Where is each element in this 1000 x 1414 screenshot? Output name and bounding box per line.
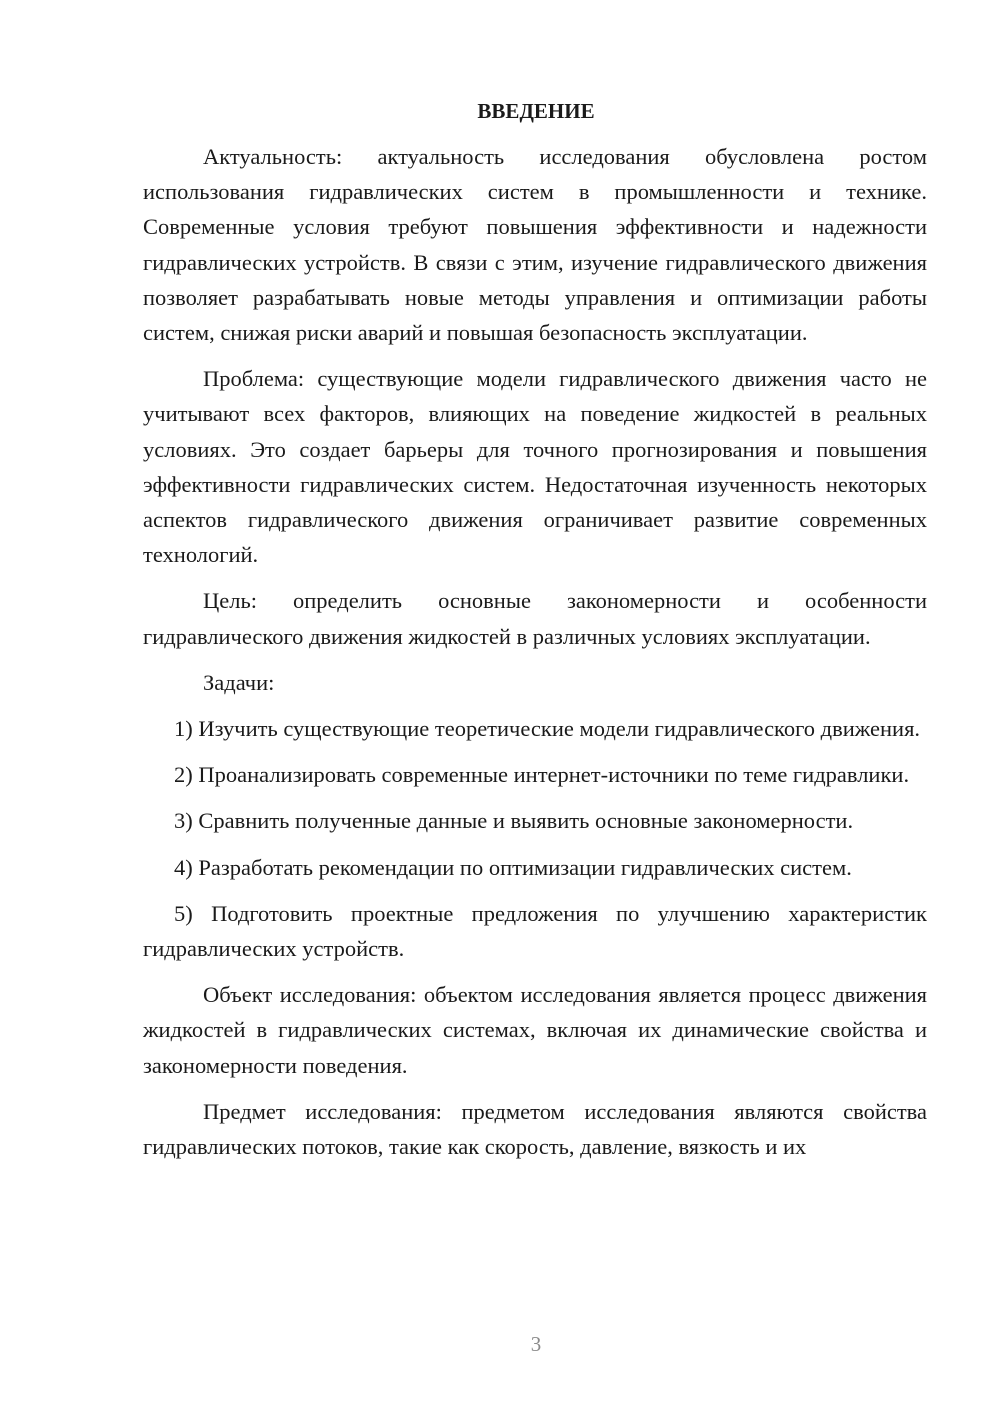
task-item-5: 5) Подготовить проектные предложения по улучшению характеристик гидравлических устройств.: [143, 900, 927, 962]
document-page: [143, 95, 927, 1164]
paragraph-object: Объект исследования: объектом исследования является процесс движения жидкостей в гидравлических системах, включая их динамические свойства и закономерности поведения.: [143, 982, 927, 1078]
paragraph-subject: Предмет исследования: предметом исследования являются свойства гидравлических потоков, такие как скорость, давление, вязкость и их: [143, 1098, 927, 1160]
task-item-4: 4) Разработать рекомендации по оптимизации гидравлических систем.: [174, 854, 852, 880]
section-title: ВВЕДЕНИЕ: [477, 99, 595, 123]
page-number: 3: [530, 1332, 542, 1356]
task-item-3: 3) Сравнить полученные данные и выявить основные закономерности.: [174, 808, 854, 834]
task-item-2: 2) Проанализировать современные интернет-источники по теме гидравлики.: [174, 762, 910, 788]
tasks-heading: Задачи:: [203, 669, 275, 695]
paragraph-problem: Проблема: существующие модели гидравлического движения часто не учитывают всех факторов, влияющих на поведение жидкостей в реальных условиях. Это создает барьеры для точного прогнозирования и повышения эффективности гидравлических систем. Недостаточная изученность некоторых аспектов гидравлического движения ограничивает развитие современных технологий.: [143, 366, 927, 568]
task-item-1: 1) Изучить существующие теоретические модели гидравлического движения.: [174, 716, 921, 742]
paragraph-relevance: Актуальность: актуальность исследования обусловлена ростом использования гидравлических систем в промышленности и технике. Современные условия требуют повышения эффективности и надежности гидравлических устройств. В связи с этим, изучение гидравлического движения позволяет разрабатывать новые методы управления и оптимизации работы систем, снижая риски аварий и повышая безопасность эксплуатации.: [143, 144, 927, 346]
paragraph-goal: Цель: определить основные закономерности и особенности гидравлического движения жидкостей в различных условиях эксплуатации.: [143, 588, 927, 649]
